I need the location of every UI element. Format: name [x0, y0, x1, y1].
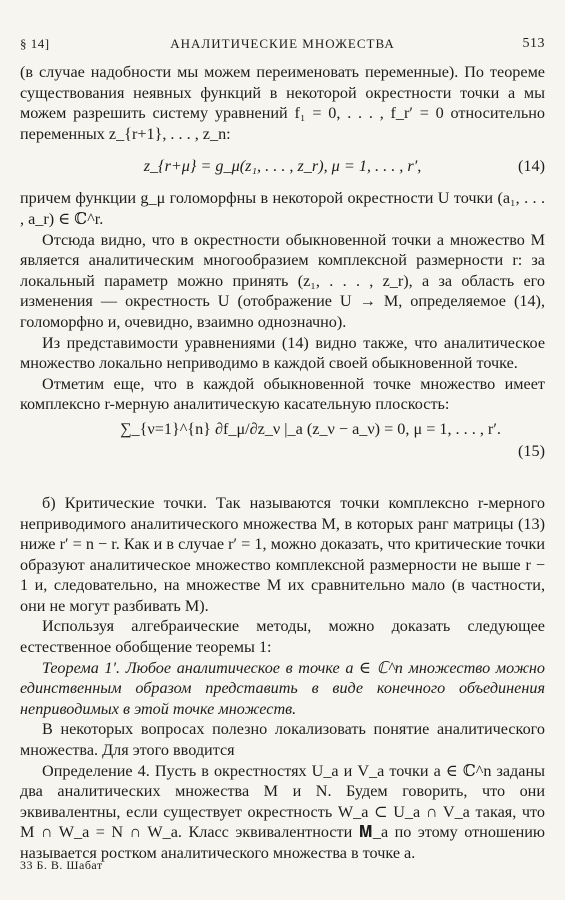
equation-15-number: (15) — [518, 441, 545, 460]
equation-15-formula: ∑_{ν=1}^{n} ∂f_μ/∂z_ν |_a (z_ν − a_ν) = 0, μ = 1, . . . , r′. — [120, 419, 501, 438]
paragraph-6: б) Критические точки. Так называются точки комплексно r-мерного неприводимого аналитического множества M, в которых ранг матрицы (13) ниже r′ = n − r. Как и в случае r′ = 1, можно доказать, что критические точки образуют аналитическое множество комплексной размерности не выше r − 1 и, следовательно, на множестве M их сравнительно мало (в частности, они не могут разбивать M). — [20, 493, 545, 615]
paragraph-3: Отсюда видно, что в окрестности обыкновенной точки a множество M является аналитическим многообразием комплексной размерности r: за локальный параметр можно принять (z₁, . . . , z_r), а за область его изменения — окрестность U (отображение U → M, определяемое (14), голоморфно и, очевидно, взаимно однозначно). — [20, 230, 545, 331]
equation-14-number: (14) — [518, 157, 545, 176]
paragraph-7: Используя алгебраические методы, можно доказать следующее естественное обобщение теоремы 1: — [20, 617, 545, 657]
paragraph-4: Из представимости уравнениями (14) видно также, что аналитическое множество локально неприводимо в каждой своей обыкновенной точке. — [20, 333, 545, 373]
signature-footer: 33 Б. В. Шабат — [20, 858, 103, 872]
equation-14 — [20, 144, 545, 188]
paragraph-1: (в случае надобности мы можем переименовать переменные). По теореме существования неявных функций в некоторой окрестности точки a мы можем разрешить систему уравнений f₁ = 0, . . . , f_r′ = 0 относительно переменных z_{r+1}, . . . , z_n: — [20, 63, 545, 143]
theorem-1-prime: Теорема 1′. Любое аналитическое в точке a ∈ ℂ^n множество можно единственным образом представить в виде конечного объединения неприводимых в этой точке множеств. — [20, 658, 545, 718]
running-header — [20, 36, 545, 54]
equation-15 — [20, 419, 545, 485]
section-mark: § 14] — [20, 36, 50, 51]
definition-4: Определение 4. Пусть в окрестностях U_a и V_a точки a ∈ ℂ^n заданы два аналитических множества M и N. Будем говорить, что они эквивалентны, если существует окрестность W_a ⊂ U_a ∩ V_a такая, что M ∩ W_a = N ∩ W_a. Класс эквивалентности 𝐌_a по этому отношению называется ростком аналитического множества в точке a. — [20, 761, 545, 862]
paragraph-5: Отметим еще, что в каждой обыкновенной точке множество имеет комплексно r-мерную аналитическую касательную плоскость: — [20, 374, 545, 414]
page-number: 513 — [522, 36, 545, 51]
paragraph-2: причем функции g_μ голоморфны в некоторой окрестности U точки (a₁, . . . , a_r) ∈ ℂ^r. — [20, 189, 545, 228]
page-body — [20, 62, 545, 864]
paragraph-9: В некоторых вопросах полезно локализовать понятие аналитического множества. Для этого вводится — [20, 720, 545, 760]
equation-14-formula: z_{r+μ} = g_μ(z₁, . . . , z_r), μ = 1, . . . , r′, — [143, 157, 422, 176]
chapter-title: АНАЛИТИЧЕСКИЕ МНОЖЕСТВА — [170, 36, 395, 51]
